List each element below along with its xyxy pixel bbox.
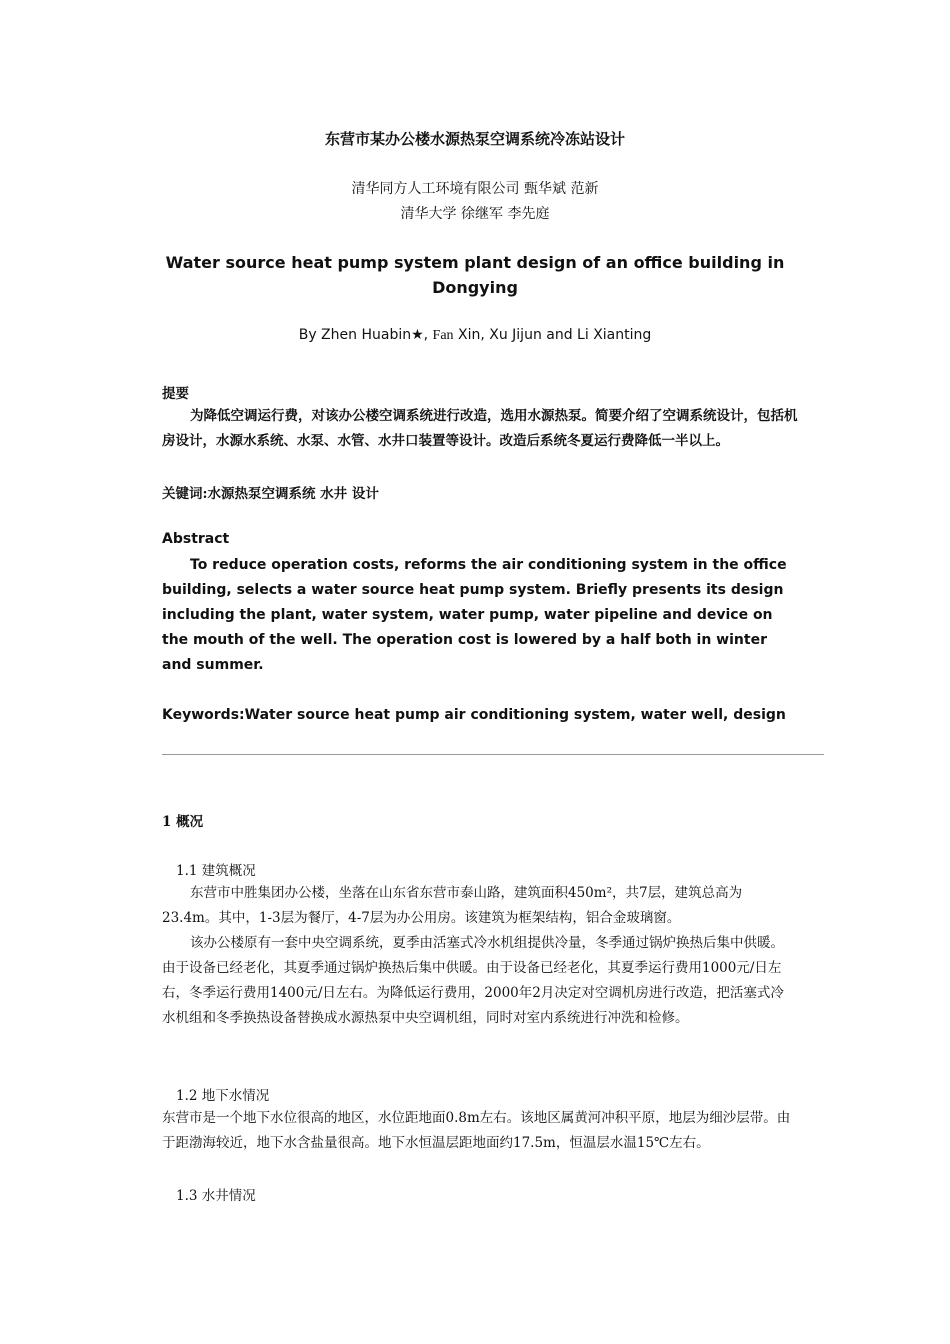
section-1-heading: 1 概况 [162,814,204,830]
affiliation-line-2: 清华大学 徐继军 李先庭 [400,206,550,222]
authors-fan: Fan [432,328,454,343]
subsection-1-1-heading: 1.1 建筑概况 [176,863,256,879]
chinese-abstract-body: 为降低空调运行费，对该办公楼空调系统进行改造，选用水源热泵。简要介绍了空调系统设计，包括机房设计，水源水系统、水泵、水管、水井口装置等设计。改造后系统冬夏运行费降低一半以上。 [162,408,798,449]
subsection-1-2-heading: 1.2 地下水情况 [176,1088,270,1104]
english-title: Water source heat pump system plant design of an office building in Dongying [165,253,785,297]
english-abstract-heading: Abstract [162,531,230,547]
english-keywords: Keywords:Water source heat pump air conditioning system, water well, design [162,707,786,723]
subsection-1-3-heading: 1.3 水井情况 [176,1188,256,1204]
subsection-1-1-paragraph-2: 该办公楼原有一套中央空调系统，夏季由活塞式冷水机组提供冷量，冬季通过锅炉换热后集中供暖。由于设备已经老化，其夏季通过锅炉换热后集中供暖。由于设备已经老化，其夏季运行费用1000元/日左右，冬季运行费用1400元/日左右。为降低运行费用，2000年2月决定对空调机房进行改造，把活塞式冷水机组和冬季换热设备替换成水源热泵中央空调机组，同时对室内系统进行冲洗和检修。 [162,935,784,1026]
chinese-abstract-heading: 提要 [162,386,189,402]
authors-part-1: By Zhen Huabin★, [298,327,433,343]
horizontal-divider [162,754,824,755]
subsection-1-2-paragraph: 东营市是一个地下水位很高的地区，水位距地面0.8m左右。该地区属黄河冲积平原，地层为细沙层带。由于距渤海较近，地下水含盐量很高。地下水恒温层距地面约17.5m，恒温层水温15℃左右。 [162,1110,791,1151]
chinese-title: 东营市某办公楼水源热泵空调系统冷冻站设计 [324,130,625,148]
english-authors [0,327,950,344]
subsection-1-1-paragraph-1: 东营市中胜集团办公楼，坐落在山东省东营市泰山路，建筑面积450m²，共7层，建筑总高为23.4m。其中，1-3层为餐厅，4-7层为办公用房。该建筑为框架结构，铝合金玻璃窗。 [162,885,743,926]
english-abstract-body: To reduce operation costs, reforms the air conditioning system in the office building, selects a water source heat pump system. Briefly presents its design including the plant, water system, water pump, water pipeline and device on the mouth of the well. The operation cost is lowered by a half both in winter and summer. [162,557,787,673]
chinese-keywords: 关键词:水源热泵空调系统 水井 设计 [162,486,379,502]
affiliation-line-1: 清华同方人工环境有限公司 甄华斌 范新 [351,181,599,197]
authors-part-2: Xin, Xu Jijun and Li Xianting [453,327,652,343]
